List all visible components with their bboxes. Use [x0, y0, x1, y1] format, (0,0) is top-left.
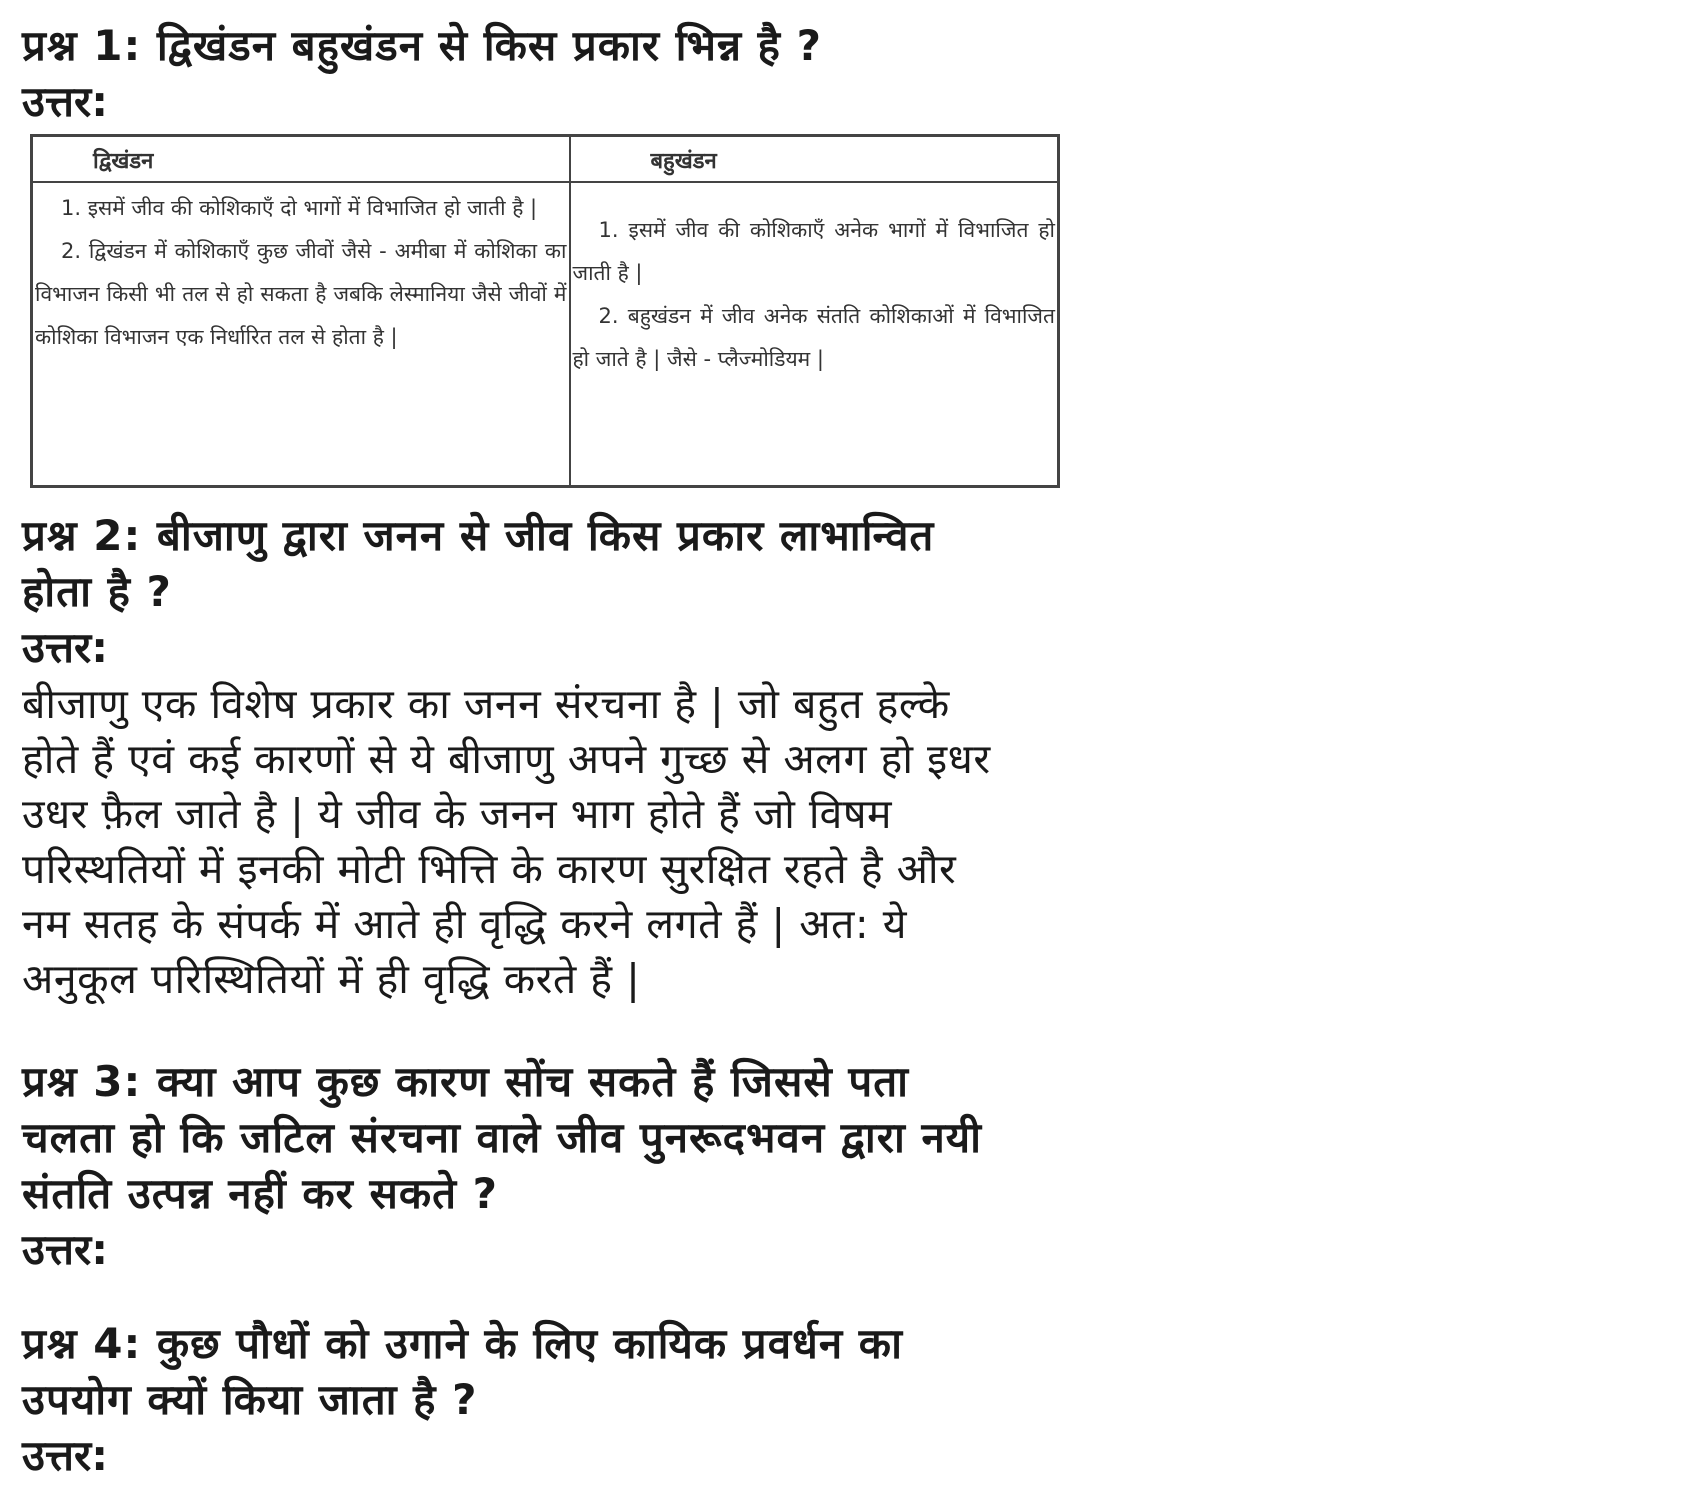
answer-label-2: उत्तर:: [22, 623, 109, 672]
answer-2-line-1: बीजाणु एक विशेष प्रकार का जनन संरचना है | जो बहुत हल्के: [22, 680, 950, 728]
binary-fission-cell: [32, 182, 570, 487]
answer-label-1: उत्तर:: [22, 77, 109, 126]
question-3-line-2: चलता हो कि जटिल संरचना वाले जीव पुनरूदभवन द्वारा नयी: [22, 1113, 983, 1162]
answer-label-4: उत्तर:: [22, 1431, 109, 1480]
binary-fission-point-1: 1. इसमें जीव की कोशिकाएँ दो भागों में विभाजित हो जाती है |: [61, 195, 538, 220]
question-2-line-2: होता है ?: [22, 567, 172, 616]
question-4: [22, 1316, 903, 1428]
answer-2-line-6: अनुकूल परिस्थितियों में ही वृद्धि करते हैं |: [22, 955, 641, 1003]
multiple-fission-point-2: 2. बहुखंडन में जीव अनेक संतति कोशिकाओं में विभाजित हो जाते है | जैसे - प्लैज्मोडियम |: [572, 303, 1055, 371]
table-row: [32, 182, 1059, 487]
table-header-row: [32, 136, 1059, 182]
answer-2-body: [22, 677, 991, 1007]
question-4-line-2: उपयोग क्यों किया जाता है ?: [22, 1375, 478, 1424]
question-3-line-3: संतति उत्पन्न नहीं कर सकते ?: [22, 1169, 499, 1218]
comparison-table: [30, 134, 1060, 488]
question-2: [22, 508, 934, 620]
answer-2-line-5: नम सतह के संपर्क में आते ही वृद्धि करने लगते हैं | अत: ये: [22, 900, 908, 948]
table-header-binary-fission: द्विखंडन: [32, 136, 570, 182]
answer-2-line-2: होते हैं एवं कई कारणों से ये बीजाणु अपने गुच्छ से अलग हो इधर: [22, 735, 991, 783]
multiple-fission-cell: [570, 182, 1059, 487]
answer-2-line-3: उधर फ़ैल जाते है | ये जीव के जनन भाग होते हैं जो विषम: [22, 790, 893, 838]
answer-2-line-4: परिस्थतियों में इनकी मोटी भित्ति के कारण सुरक्षित रहते है और: [22, 845, 957, 893]
question-2-line-1: प्रश्न 2: बीजाणु द्वारा जनन से जीव किस प्रकार लाभान्वित: [22, 511, 935, 560]
question-4-line-1: प्रश्न 4: कुछ पौधों को उगाने के लिए कायिक प्रवर्धन का: [22, 1319, 903, 1368]
question-3-line-1: प्रश्न 3: क्या आप कुछ कारण सोंच सकते हैं जिससे पता: [22, 1057, 910, 1106]
binary-fission-point-2: 2. द्विखंडन में कोशिकाएँ कुछ जीवों जैसे - अमीबा में कोशिका का विभाजन किसी भी तल से हो सकता है जबकि लेस्मानिया जैसे जीवों में कोशिका विभाजन एक निर्धारित तल से होता है |: [35, 238, 567, 349]
question-1: प्रश्न 1: द्विखंडन बहुखंडन से किस प्रकार भिन्न है ?: [22, 21, 822, 70]
table-header-multiple-fission: बहुखंडन: [570, 136, 1059, 182]
answer-label-3: उत्तर:: [22, 1225, 109, 1274]
question-3: [22, 1054, 982, 1222]
multiple-fission-point-1: 1. इसमें जीव की कोशिकाएँ अनेक भागों में विभाजित हो जाती है |: [572, 217, 1055, 285]
